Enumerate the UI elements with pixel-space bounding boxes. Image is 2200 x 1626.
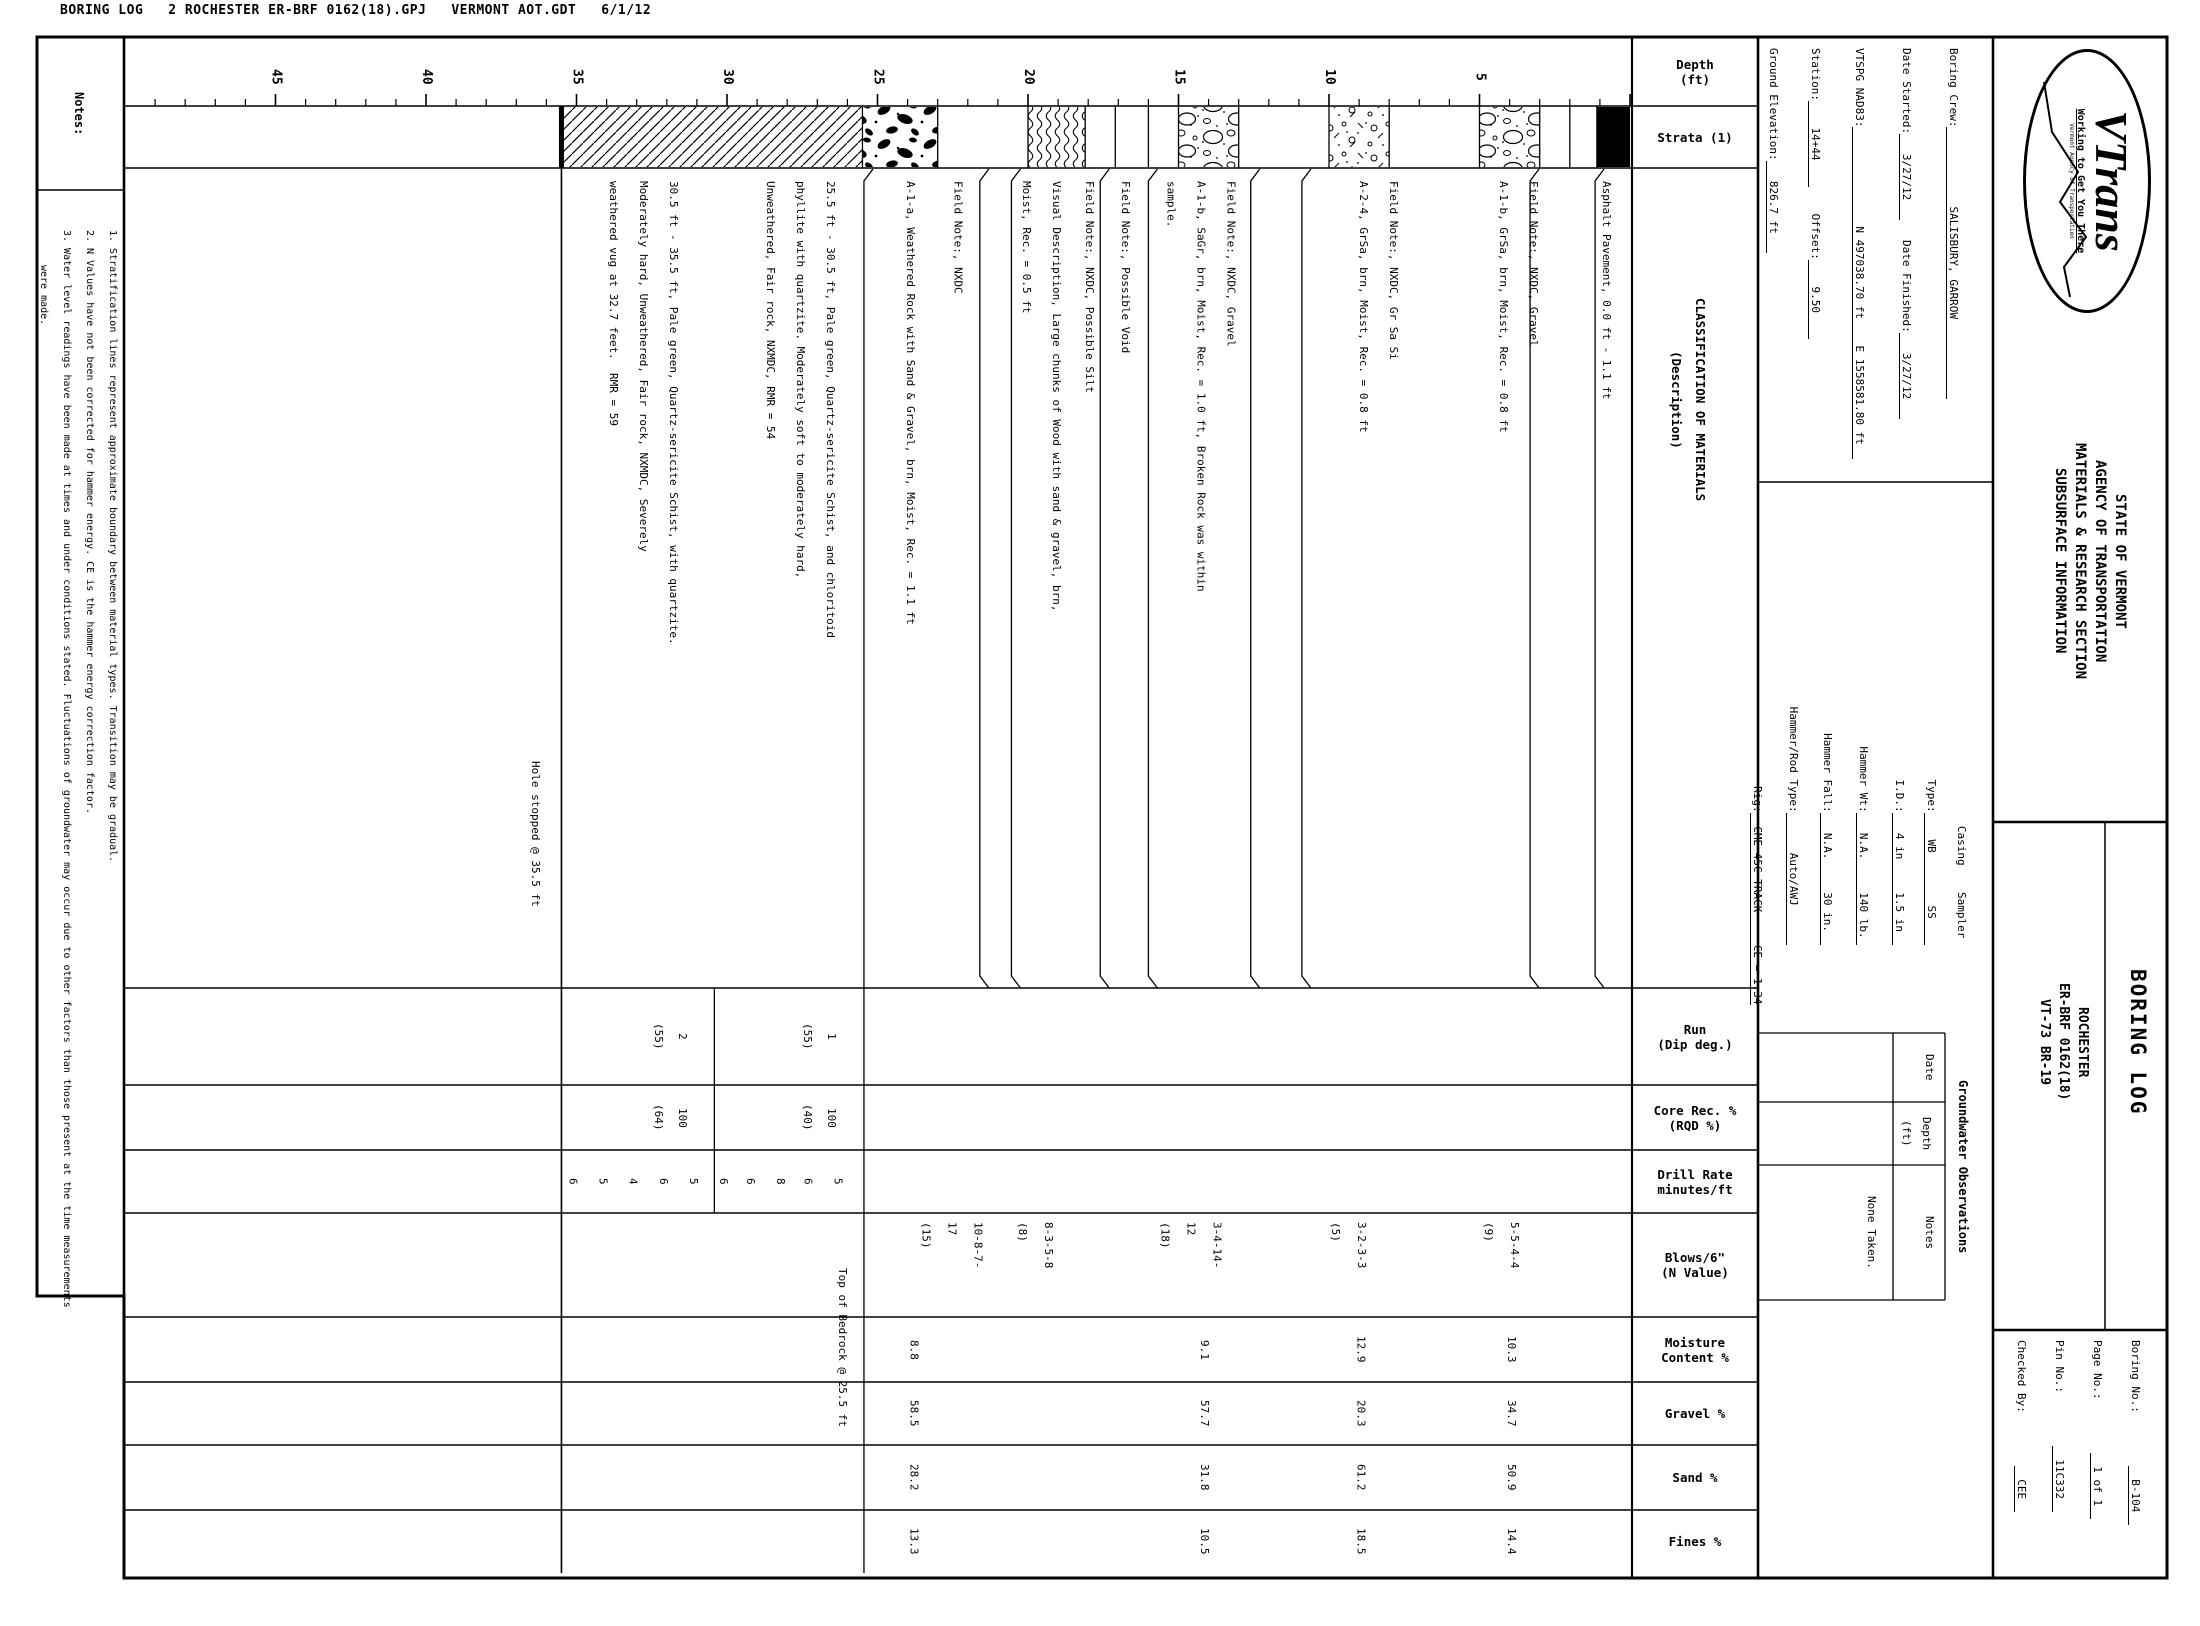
blows-value: 3-2-3-3 (5) [1329, 1222, 1369, 1269]
column-header-strata: Strata (1) [1657, 129, 1733, 145]
depth-axis-label: 35 [569, 69, 585, 85]
depth-axis-label: 40 [419, 69, 434, 85]
fines-value: 13.3 [907, 1528, 921, 1555]
column-header-moisture: Moisture Content % [1661, 1334, 1729, 1365]
file-header: BORING LOG 2 ROCHESTER ER-BRF 0162(18).GPJ VERMONT AOT.GDT 6/1/12 [60, 3, 652, 18]
vtrans-logo-tagline: Working to Get You There [2075, 108, 2086, 254]
sand-value: 50.9 [1505, 1464, 1519, 1491]
top-of-bedrock-annotation: Top of Bedrock @ 25.5 ft [835, 1268, 849, 1427]
column-header-gravel: Gravel % [1664, 1406, 1726, 1421]
depth-axis-label: 15 [1171, 69, 1187, 85]
moisture-value: 10.3 [1505, 1336, 1519, 1363]
agency-heading: STATE OF VERMONT AGENCY OF TRANSPORTATION MATERIALS & RESEARCH SECTION SUBSURFACE INFORMATION [2052, 442, 2128, 679]
blows-value: 10-8-7- 17 (15) [919, 1222, 985, 1269]
classification-entry: Field Note:, NXDC, Possible Silt [1082, 181, 1096, 393]
equipment-row: I.D.: 4 in 1.5 in [1893, 700, 1906, 946]
drill-rate-value: 6 [656, 1178, 670, 1185]
id-block-row: Page No.: 1 of 1 [2091, 1340, 2104, 1519]
gravel-value: 34.7 [1505, 1400, 1519, 1427]
project-title-lines: ROCHESTER ER-BRF 0162(18) VT-73 BR-19 [2037, 983, 2090, 1101]
column-header-drill: Drill Rate minutes/ft [1657, 1166, 1733, 1197]
fines-value: 18.5 [1354, 1528, 1368, 1555]
vtrans-logo [2020, 47, 2153, 317]
depth-axis-label: 20 [1021, 69, 1036, 85]
drill-rate-value: 6 [716, 1178, 730, 1185]
project-info-row: Date Started: 3/27/12 Date Finished: 3/27/12 [1900, 48, 1913, 419]
vtrans-logo-text: VTrans [2086, 110, 2137, 252]
drill-rate-value: 5 [596, 1178, 610, 1185]
sand-value: 31.8 [1198, 1464, 1212, 1491]
classification-entry: Field Note:, NXDC, Gravel A-1-b, GrSa, brn, Moist, Rec. = 0.8 ft [1497, 181, 1541, 433]
id-block-row: Boring No.: B-104 [2129, 1340, 2142, 1526]
equipment-row: Casing Sampler [1955, 700, 1968, 939]
moisture-value: 8.8 [907, 1339, 921, 1360]
sand-value: 61.2 [1354, 1464, 1368, 1491]
vtrans-logo-subtext: Vermont Agency of Transportation [2068, 123, 2075, 239]
note-line-2: 2. N Values have not been corrected for hammer energy. CE is the hammer energy correction factor. [84, 230, 95, 814]
run-value: 1 (55) [800, 1023, 838, 1050]
gravel-value: 57.7 [1198, 1400, 1212, 1427]
gravel-value: 58.5 [907, 1400, 921, 1427]
depth-axis-label: 45 [268, 69, 284, 85]
equipment-row: Type: WB SS [1925, 700, 1938, 946]
column-header-blows: Blows/6" (N Value) [1661, 1250, 1729, 1280]
project-info-row: Ground Elevation: 826.7 ft [1767, 48, 1780, 254]
column-header-fines: Fines % [1668, 1534, 1722, 1549]
moisture-value: 9.1 [1198, 1339, 1212, 1360]
blows-value: 8-3-5-8 (8) [1016, 1222, 1056, 1269]
classification-entry: 30.5 ft - 35.5 ft, Pale green, Quartz-sericite Schist, with quartzite. Moderately hard, Unweathered, Fair rock, NXMDC, Severely weathered vug at 32.7 feet. RMR = 59 [606, 181, 680, 645]
gravel-value: 20.3 [1354, 1400, 1368, 1427]
depth-axis-label: 5 [1472, 73, 1488, 81]
classification-entry: Field Note:, NXDC, Gravel A-1-b, SaGr, brn, Moist, Rec. = 1.0 ft, Broken Rock was within sample. [1164, 181, 1238, 592]
gw-header-depth: Depth (ft) [1900, 1116, 1933, 1151]
project-info-row: VTSPG NAD83: N 497038.70 ft E 1558581.80 ft [1853, 48, 1866, 459]
drill-rate-value: 4 [626, 1178, 640, 1185]
classification-entry: Field Note:, NXDC, Gr Sa Si A-2-4, GrSa, brn, Moist, Rec. = 0.8 ft [1356, 181, 1400, 433]
run-value: 2 (55) [651, 1023, 689, 1050]
notes-label: Notes: [72, 91, 86, 136]
equipment-row: Hammer Wt: N.A. 140 lb. [1857, 700, 1870, 946]
id-block-row: Checked By: CEE [2015, 1340, 2028, 1513]
classification-entry: A-1-a, Weathered Rock with Sand & Gravel, brn, Moist, Rec. = 1.1 ft [904, 181, 918, 625]
note-line-4: were made. [38, 265, 49, 326]
fines-value: 10.5 [1198, 1528, 1212, 1555]
drill-rate-value: 8 [774, 1178, 788, 1185]
project-info-row: Boring Crew: SALISBURY, GARROW [1947, 48, 1960, 400]
gw-header-notes: Notes [1923, 1215, 1936, 1250]
drill-rate-value: 5 [831, 1178, 845, 1185]
id-block-row: Pin No.: 11C332 [2053, 1340, 2066, 1513]
boring-log-title: BORING LOG [2126, 968, 2150, 1116]
drill-rate-value: 6 [801, 1178, 815, 1185]
column-header-sand: Sand % [1672, 1470, 1718, 1485]
blows-value: 3-4-14- 12 (18) [1158, 1222, 1224, 1269]
note-line-1: 1. Stratification lines represent approximate boundary between material types. Transition may be gradual. [107, 230, 118, 863]
classification-entry: Field Note:, NXDC [951, 181, 965, 294]
classification-column-header: CLASSIFICATION OF MATERIALS (Description) [1669, 298, 1708, 502]
column-header-run: Run (Dip deg.) [1657, 1021, 1733, 1052]
depth-axis-label: 10 [1322, 69, 1337, 85]
column-header-core: Core Rec. % (RQD %) [1653, 1102, 1737, 1133]
sand-value: 28.2 [907, 1464, 921, 1491]
project-info-row: Station: 14+44 Offset: 9.50 [1809, 48, 1822, 340]
drill-rate-value: 6 [744, 1178, 758, 1185]
equipment-row: Hammer/Rod Type: Auto/AWJ [1787, 700, 1800, 946]
classification-entry: Asphalt Pavement, 0.0 ft - 1.1 ft [1599, 181, 1613, 400]
blows-value: 5-5-4-4 (9) [1482, 1222, 1522, 1269]
depth-axis-label: 30 [720, 69, 735, 85]
fines-value: 14.4 [1505, 1528, 1519, 1555]
vtrans-logo-ellipse [2023, 49, 2151, 313]
gw-note-value: None Taken. [1865, 1196, 1878, 1269]
equipment-row: Rig: CME 45C TRACK CE = 1.34 [1751, 700, 1764, 1005]
classification-entry: 25.5 ft - 30.5 ft, Pale green, Quartz-sericite Schist, and chloritoid phyllite with quartzite. Moderately soft to moderately hard, Unweathered, Fair rock, NXMDC, RMR = 54 [764, 181, 837, 638]
core-rec-value: 100 (64) [651, 1104, 689, 1131]
core-rec-value: 100 (40) [800, 1104, 838, 1131]
drill-rate-value: 6 [566, 1178, 580, 1185]
classification-entry: Visual Description, Large chunks of Wood with sand & gravel, brn, Moist, Rec. = 0.5 ft [1019, 181, 1063, 612]
depth-axis-label: 25 [870, 69, 886, 85]
equipment-row: Hammer Fall: N.A. 30 in. [1821, 700, 1834, 946]
hole-stopped-annotation: Hole stopped @ 35.5 ft [528, 761, 542, 907]
column-header-depth: Depth (ft) [1676, 56, 1714, 87]
moisture-value: 12.9 [1354, 1336, 1368, 1363]
drill-rate-value: 5 [686, 1178, 700, 1185]
classification-entry: Field Note:, Possible Void [1118, 181, 1132, 354]
groundwater-title: Groundwater Observations [1956, 1079, 1970, 1254]
mountain-graphic [2020, 52, 2148, 316]
note-line-3: 3. Water level readings have been made at times and under conditions stated. Fluctuations of groundwater may occur due to other factors than those present at the time measurements [61, 230, 72, 1308]
gw-header-date: Date [1923, 1053, 1936, 1081]
